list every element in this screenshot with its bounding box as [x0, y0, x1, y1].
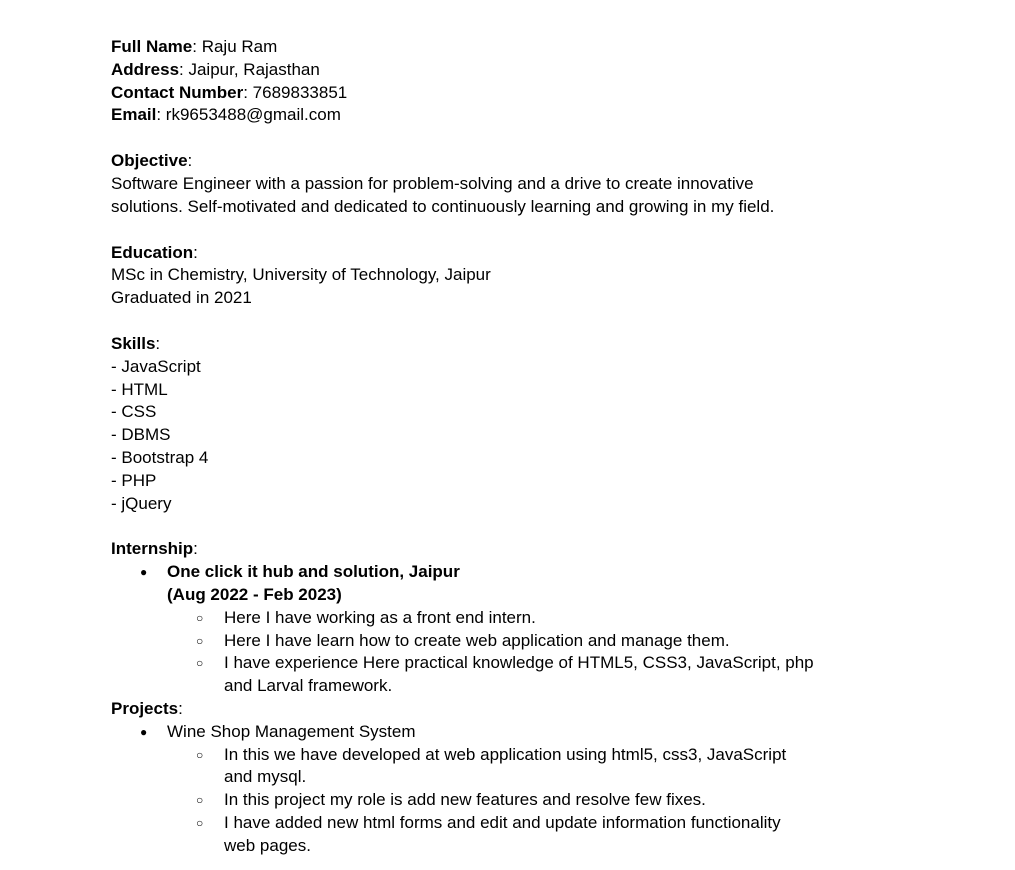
- projects-heading: Projects: [111, 698, 179, 718]
- skills-heading: Skills: [111, 333, 156, 353]
- full-name-label: Full Name: [111, 37, 193, 56]
- project-point: ○ In this we have developed at web application using html5, css3, JavaScript and mysql.: [167, 744, 814, 790]
- education-colon: :: [193, 242, 198, 262]
- objective-heading-line: [111, 150, 811, 173]
- email-label: Email: [111, 105, 157, 125]
- internship-point: ○ Here I have working as a front end intern.: [167, 607, 814, 630]
- project-entry: [111, 721, 811, 858]
- education-heading: Education: [111, 242, 194, 262]
- objective-heading: Objective: [111, 151, 188, 171]
- skill-item: - PHP: [111, 470, 157, 490]
- phone-line: [111, 82, 811, 105]
- skills-heading-line: [111, 333, 811, 356]
- internship-period: (Aug 2022 - Feb 2023): [167, 584, 342, 604]
- address-label: Address: [111, 59, 180, 79]
- skill-item: - DBMS: [111, 425, 171, 445]
- internship-heading-line: [111, 538, 811, 561]
- skill-item: - JavaScript: [111, 356, 201, 376]
- project-name: ● Wine Shop Management System: [167, 721, 416, 741]
- phone-label: Contact Number: [111, 82, 244, 102]
- email-line: [111, 104, 811, 127]
- spacer: [111, 127, 811, 150]
- email-value: : rk9653488@gmail.com: [156, 105, 341, 125]
- education-degree: MSc in Chemistry, University of Technology, Jaipur: [111, 265, 491, 285]
- spacer: [111, 310, 811, 333]
- skill-item: - CSS: [111, 402, 157, 422]
- project-point: ○ I have added new html forms and edit and update information functionality web pages.: [167, 812, 814, 858]
- objective-text: Software Engineer with a passion for problem-solving and a drive to create innovative solutions. Self-motivated and dedicated to continuously learning and growing in my field.: [111, 173, 775, 216]
- internship-point: ○ I have experience Here practical knowledge of HTML5, CSS3, JavaScript, php and Larval framework.: [167, 652, 814, 698]
- spacer: [111, 515, 811, 538]
- projects-list: [111, 721, 811, 858]
- internship-entry: [111, 561, 814, 698]
- skills-colon: :: [155, 333, 161, 353]
- address-line: [111, 59, 811, 82]
- project-point: ○ In this project my role is add new features and resolve few fixes.: [167, 789, 814, 812]
- spacer: [111, 219, 811, 242]
- projects-colon: :: [178, 698, 183, 718]
- projects-heading-line: [111, 698, 811, 721]
- internship-heading: Internship: [111, 539, 194, 559]
- internship-list: [111, 561, 814, 698]
- internship-points: [167, 607, 814, 698]
- phone-value: : 7689833851: [243, 82, 348, 102]
- education-graduated: Graduated in 2021: [111, 288, 252, 308]
- address-value: : Jaipur, Rajasthan: [179, 59, 320, 79]
- internship-company: ● One click it hub and solution, Jaipur: [167, 562, 460, 582]
- internship-colon: :: [193, 539, 198, 559]
- skill-item: - HTML: [111, 379, 168, 399]
- full-name-value: : Raju Ram: [192, 37, 278, 56]
- education-heading-line: [111, 242, 811, 265]
- skill-item: - Bootstrap 4: [111, 447, 209, 467]
- full-name-line: [111, 36, 811, 59]
- skill-item: - jQuery: [111, 493, 172, 513]
- internship-point: ○ Here I have learn how to create web application and manage them.: [167, 630, 814, 653]
- objective-colon: :: [187, 151, 193, 171]
- project-points: [167, 744, 811, 858]
